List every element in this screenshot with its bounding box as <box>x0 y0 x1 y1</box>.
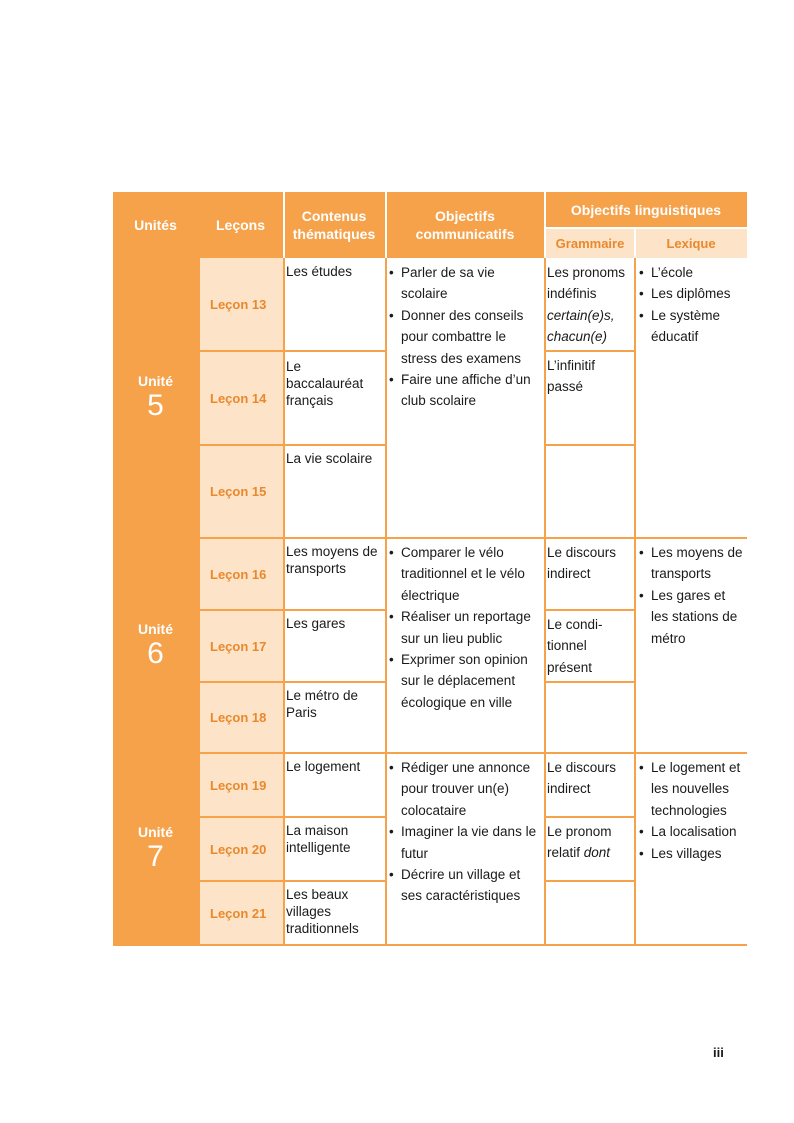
theme-cell: Les études <box>286 264 353 279</box>
grammaire-text: Les pronoms indéfinis <box>547 265 626 302</box>
grid-line <box>198 444 385 446</box>
lexique-list <box>635 753 747 945</box>
header-objectifs-communicatifs: Objectifs communicatifs <box>385 192 545 258</box>
header-grammaire: Grammaire <box>545 228 635 258</box>
list-item: • Le système éducatif <box>638 305 744 348</box>
grid-line <box>385 192 387 258</box>
grammaire-cell <box>545 258 635 351</box>
list-item: • Les moyens de transports <box>638 542 744 585</box>
header-objectifs-linguistiques: Objectifs linguistiques <box>545 192 747 228</box>
grid-line <box>544 816 635 818</box>
page-number: iii <box>713 1045 724 1060</box>
unit-7-cell <box>113 753 198 945</box>
unit-number: 7 <box>147 840 164 873</box>
grammaire-text: Le condi-tionnel présent <box>547 617 603 675</box>
grid-line <box>544 880 635 882</box>
lexique-list <box>635 538 747 753</box>
grid-line <box>634 258 636 945</box>
grammaire-cell <box>545 610 635 682</box>
grammaire-italic: certain(e)s, chacun(e) <box>547 307 615 345</box>
grid-line <box>544 258 546 945</box>
theme-cell: Le baccalauréat français <box>286 359 364 408</box>
theme-cell: La maison intelligente <box>286 823 351 855</box>
header-unites: Unités <box>113 192 198 258</box>
lesson-14: Leçon 14 <box>198 351 283 445</box>
grid-line <box>634 228 636 258</box>
list-item: • Les gares et les stations de métro <box>638 585 744 649</box>
list-item: • Le logement et les nouvelles technologies <box>638 757 744 821</box>
lesson-17: Leçon 17 <box>198 610 283 682</box>
list-item: • Rédiger une annonce pour trouver un(e) colocataire <box>388 757 542 821</box>
grid-line <box>544 350 635 352</box>
list-item: • Réaliser un reportage sur un lieu public <box>388 606 542 649</box>
list-item: • Décrire un village et ses caractéristiques <box>388 864 542 907</box>
theme-cell: Les moyens de transports <box>286 544 378 576</box>
grammaire-cell <box>545 817 635 881</box>
grammaire-italic: dont <box>583 845 611 861</box>
grid-line <box>545 227 747 229</box>
lesson-16: Leçon 16 <box>198 538 283 610</box>
grid-line <box>283 258 285 945</box>
grid-line <box>198 609 385 611</box>
lesson-20: Leçon 20 <box>198 817 283 881</box>
grammaire-cell <box>545 351 635 445</box>
grid-line <box>198 350 385 352</box>
objectifs-list <box>385 258 545 538</box>
header-contenus: Contenus thématiques <box>283 192 385 258</box>
grid-line <box>113 752 747 754</box>
unit-label: Unité <box>138 620 173 637</box>
lesson-18: Leçon 18 <box>198 682 283 753</box>
theme-cell: Les gares <box>286 616 346 631</box>
objectifs-list <box>385 538 545 753</box>
header-lexique: Lexique <box>635 228 747 258</box>
unit-label: Unité <box>138 824 173 840</box>
grammaire-text: Le pronom relatif <box>547 824 612 861</box>
list-item: • Imaginer la vie dans le futur <box>388 821 542 864</box>
progression-table <box>113 192 747 945</box>
grid-line <box>198 192 200 945</box>
list-item: • Exprimer son opinion sur le déplacement écologique en ville <box>388 649 542 713</box>
grammaire-cell <box>545 753 635 817</box>
theme-cell: Le logement <box>286 759 361 774</box>
grid-line <box>198 816 385 818</box>
theme-cell: Les beaux villages traditionnels <box>286 887 359 936</box>
objectifs-list <box>385 753 545 945</box>
list-item: • La localisation <box>638 821 744 842</box>
unit-6-cell <box>113 538 198 753</box>
list-item: • Les villages <box>638 843 744 864</box>
unit-number: 5 <box>147 389 164 422</box>
unit-5-cell <box>113 258 198 538</box>
lesson-13: Leçon 13 <box>198 258 283 351</box>
grid-line <box>544 681 635 683</box>
list-item: • Parler de sa vie scolaire <box>388 262 542 305</box>
grammaire-text: L’infinitif passé <box>547 358 596 395</box>
grid-line <box>113 537 747 539</box>
grid-line <box>283 192 285 258</box>
list-item: • L’école <box>638 262 744 283</box>
lexique-list <box>635 258 747 538</box>
theme-cell: La vie scolaire <box>286 451 373 466</box>
unit-number: 6 <box>147 636 164 670</box>
lesson-21: Leçon 21 <box>198 881 283 945</box>
grid-line <box>544 192 546 258</box>
grid-line <box>385 258 387 945</box>
grammaire-text: Le discours indirect <box>547 545 617 582</box>
list-item: • Faire une affiche d’un club scolaire <box>388 369 542 412</box>
list-item: • Les diplômes <box>638 283 744 304</box>
theme-cell: Le métro de Paris <box>286 688 359 720</box>
header-lecons: Leçons <box>198 192 283 258</box>
grid-line <box>544 609 635 611</box>
unit-label: Unité <box>138 373 173 389</box>
lesson-15: Leçon 15 <box>198 445 283 538</box>
grid-line <box>198 880 385 882</box>
list-item: • Comparer le vélo traditionnel et le vélo électrique <box>388 542 542 606</box>
grid-line <box>113 944 747 946</box>
grid-line <box>198 681 385 683</box>
lesson-19: Leçon 19 <box>198 753 283 817</box>
grid-line <box>544 444 635 446</box>
list-item: • Donner des conseils pour combattre le stress des examens <box>388 305 542 369</box>
grammaire-text: Le discours indirect <box>547 760 617 797</box>
grammaire-cell <box>545 538 635 610</box>
